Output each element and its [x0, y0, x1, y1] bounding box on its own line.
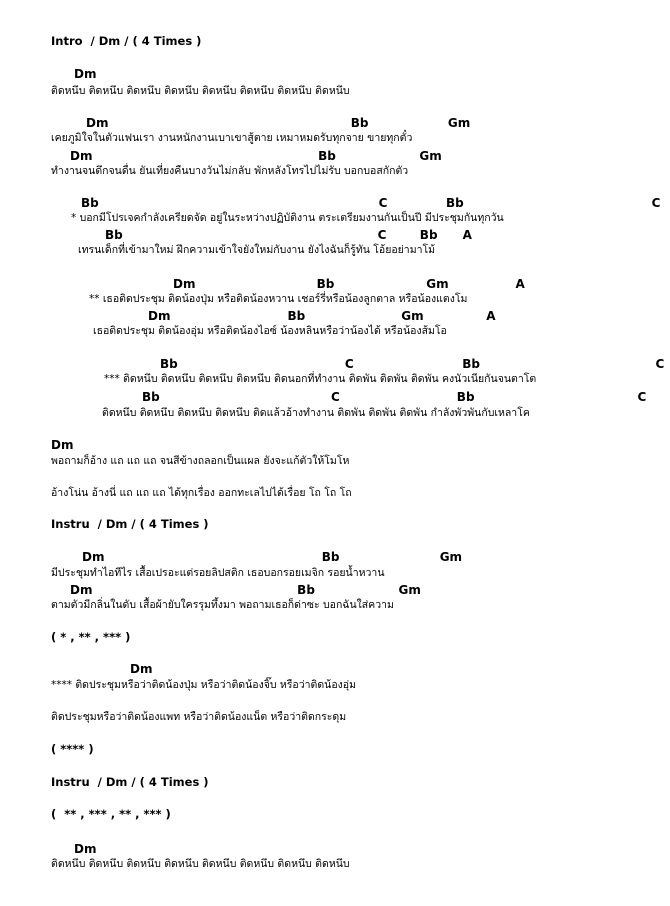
lyric-line: พอถามก็อ้าง แถ แถ แถ จนสีข้างถลอกเป็นแผล ยังจะแก้ตัวให้โมโห [51, 455, 350, 467]
chord-line: Bb C Bb A [105, 228, 472, 242]
chord-line: Dm [130, 662, 153, 676]
intro-heading: Intro / Dm / ( 4 Times ) [51, 34, 202, 48]
instru-heading: Instru / Dm / ( 4 Times ) [51, 775, 209, 789]
lyric-line: **** ติดประชุมหรือว่าติดน้องปุ่ม หรือว่าติดน้องจิ๊บ หรือว่าติดน้องอุ่ม [51, 679, 356, 691]
lyric-line: ติดหนึบ ติดหนึบ ติดหนึบ ติดหนึบ ติดแล้วอ้างทำงาน ติดพัน ติดพัน ติดพัน กำลังพัวพันกับเหลาโค [102, 407, 530, 419]
lyric-line: เทรนเด็กที่เข้ามาใหม่ ฝึกความเข้าใจยังใหม่กับงาน ยังไงฉันก็รู้ทัน โอ้ยอย่ามาโม้ [78, 244, 436, 256]
chord-line: Bb C Bb C [142, 390, 647, 404]
lyric-line: อ้างโน่น อ้างนี่ แถ แถ แถ ได้ทุกเรื่อง ออกทะเลไปได้เรื่อย โถ โถ โถ [51, 487, 352, 499]
lyric-line: เคยภูมิใจในตัวแฟนเรา งานหนักงานเบาเขาสู้ตาย เหมาหมดรับทุกจาย ขายทุกตั๋ว [51, 132, 413, 144]
lyric-line: ติดหนึบ ติดหนึบ ติดหนึบ ติดหนึบ ติดหนึบ ติดหนึบ ติดหนึบ ติดหนึบ [51, 85, 350, 97]
chord-line: Dm Bb Gm [70, 149, 442, 163]
chord-line: Dm Bb Gm [86, 116, 471, 130]
repeat-marker: ( **** ) [51, 742, 94, 756]
lyric-line: มีประชุมทำไอทีไร เสื้อเปรอะแต่รอยลิปสติก เธอบอกรอยเมจิก รอยน้ำหวาน [51, 567, 385, 579]
chord-line: Dm Bb Gm [70, 583, 421, 597]
lyric-line: ติดประชุมหรือว่าติดน้องแพท หรือว่าติดน้องแน็ต หรือว่าติดกระดุม [51, 711, 347, 723]
lyric-line: ติดหนึบ ติดหนึบ ติดหนึบ ติดหนึบ ติดหนึบ ติดหนึบ ติดหนึบ ติดหนึบ [51, 858, 350, 870]
repeat-marker: ( * , ** , *** ) [51, 630, 131, 644]
instru-heading: Instru / Dm / ( 4 Times ) [51, 517, 209, 531]
chord-line: Dm Bb Gm A [148, 309, 496, 323]
lyric-line: ** เธอติดประชุม ติดน้องปุ่ม หรือติดน้องหวาน เชอร์รี่หรือน้องลูกตาล หรือน้องแตงโม [89, 293, 468, 305]
chord-line: Dm Bb Gm A [173, 277, 525, 291]
lyric-line: * บอกมีโปรเจคกำลังเครียดจัด อยู่ในระหว่างปฏิบัติงาน ตระเตรียมงานกันเป็นปี มีประชุมกันทุกวัน [71, 212, 504, 224]
repeat-marker: ( ** , *** , ** , *** ) [51, 807, 171, 821]
lyric-line: *** ติดหนึบ ติดหนึบ ติดหนึบ ติดหนึบ ติดนอกที่ทำงาน ติดพัน ติดพัน ติดพัน คงนัวเนียกันจนตาโต [104, 373, 537, 385]
lyric-line: ตามตัวมีกลิ่นในดับ เสื้อผ้ายับใครรุมทึ้งมา พอถามเธอก็ด่าซะ บอกฉันใส่ความ [51, 599, 394, 611]
lyric-line: ทำงานจนดึกจนดื่น ยันเที่ยงคืนบางวันไม่กลับ พักหลังโทรไปไม่รับ บอกบอสกักตัว [51, 165, 409, 177]
chord-line: Dm [51, 438, 74, 452]
chord-line: Bb C Bb C [81, 196, 661, 210]
chord-line: Dm [74, 842, 97, 856]
chord-line: Dm Bb Gm [82, 550, 463, 564]
lyric-line: เธอติดประชุม ติดน้องอุ่ม หรือติดน้องไอซ์ น้องหลินหรือว่าน้องได้ หรือน้องส้มโอ [93, 325, 447, 337]
chord-line: Dm [74, 67, 97, 81]
chord-line: Bb C Bb C [160, 357, 665, 371]
